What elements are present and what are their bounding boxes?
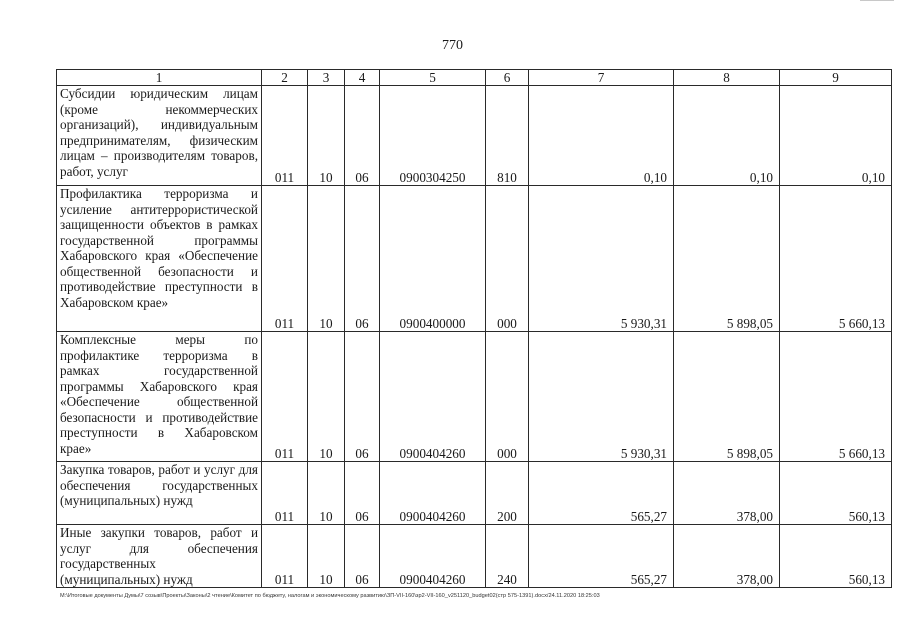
row-year3: 5 660,13 [780,332,892,462]
row-year2: 378,00 [674,525,780,588]
row-year3: 560,13 [780,525,892,588]
header-cell: 9 [780,70,892,86]
row-year2: 5 898,05 [674,332,780,462]
row-rz: 10 [308,525,345,588]
table-row [57,525,892,588]
table-header-row [57,70,892,86]
page-number: 770 [442,38,463,53]
table-row [57,332,892,462]
header-cell: 2 [262,70,308,86]
document-path-footer: M:\Итоговые документы Думы\7 созыв\Проекты\Законы\2 чтение\Комитет по бюджету, налогам и экономическому развитию\ЗП-VII-160\зр2-VII-160_v251120_budget02(стр 575-1391).docx/24.11.2020 18:25:03 [60,593,600,599]
row-pr: 06 [345,86,380,186]
row-rz: 10 [308,332,345,462]
row-gr: 011 [262,186,308,332]
row-year2: 0,10 [674,86,780,186]
row-name: Иные закупки товаров, работ и услуг для обеспечения государственных (муниципальных) нужд [57,525,262,588]
row-vr: 200 [486,462,529,525]
row-pr: 06 [345,462,380,525]
row-vr: 000 [486,332,529,462]
row-csr: 0900404260 [380,525,486,588]
row-year1: 565,27 [529,525,674,588]
row-vr: 000 [486,186,529,332]
table-row [57,462,892,525]
row-year1: 5 930,31 [529,332,674,462]
row-year2: 378,00 [674,462,780,525]
header-cell: 8 [674,70,780,86]
row-gr: 011 [262,462,308,525]
row-pr: 06 [345,525,380,588]
row-csr: 0900404260 [380,462,486,525]
row-pr: 06 [345,332,380,462]
row-year3: 5 660,13 [780,186,892,332]
row-csr: 0900404260 [380,332,486,462]
table-row [57,186,892,332]
row-name: Закупка товаров, работ и услуг для обеспечения государственных (муниципальных) нужд [57,462,262,525]
table-row [57,86,892,186]
row-year1: 565,27 [529,462,674,525]
row-rz: 10 [308,86,345,186]
header-cell: 3 [308,70,345,86]
row-year3: 560,13 [780,462,892,525]
row-rz: 10 [308,462,345,525]
row-gr: 011 [262,86,308,186]
header-cell: 7 [529,70,674,86]
header-cell: 1 [57,70,262,86]
row-year1: 5 930,31 [529,186,674,332]
row-csr: 0900400000 [380,186,486,332]
header-cell: 4 [345,70,380,86]
row-name: Субсидии юридическим лицам (кроме некоммерческих организаций), индивидуальным предпринимателям, физическим лицам – производителям товаров, работ, услуг [57,86,262,186]
header-cell: 5 [380,70,486,86]
row-name: Комплексные меры по профилактике терроризма в рамках государственной программы Хабаровского края «Обеспечение общественной безопасности и противодействие преступности в Хабаровском крае» [57,332,262,462]
row-year3: 0,10 [780,86,892,186]
row-rz: 10 [308,186,345,332]
row-vr: 810 [486,86,529,186]
row-pr: 06 [345,186,380,332]
row-csr: 0900304250 [380,86,486,186]
budget-table [56,69,892,588]
corner-rule [860,0,894,1]
row-vr: 240 [486,525,529,588]
row-gr: 011 [262,525,308,588]
row-name: Профилактика терроризма и усиление антитеррористической защищенности объектов в рамках государственной программы Хабаровского края «Обеспечение общественной безопасности и противодействие преступности в Хабаровском крае» [57,186,262,332]
row-gr: 011 [262,332,308,462]
row-year2: 5 898,05 [674,186,780,332]
header-cell: 6 [486,70,529,86]
row-year1: 0,10 [529,86,674,186]
